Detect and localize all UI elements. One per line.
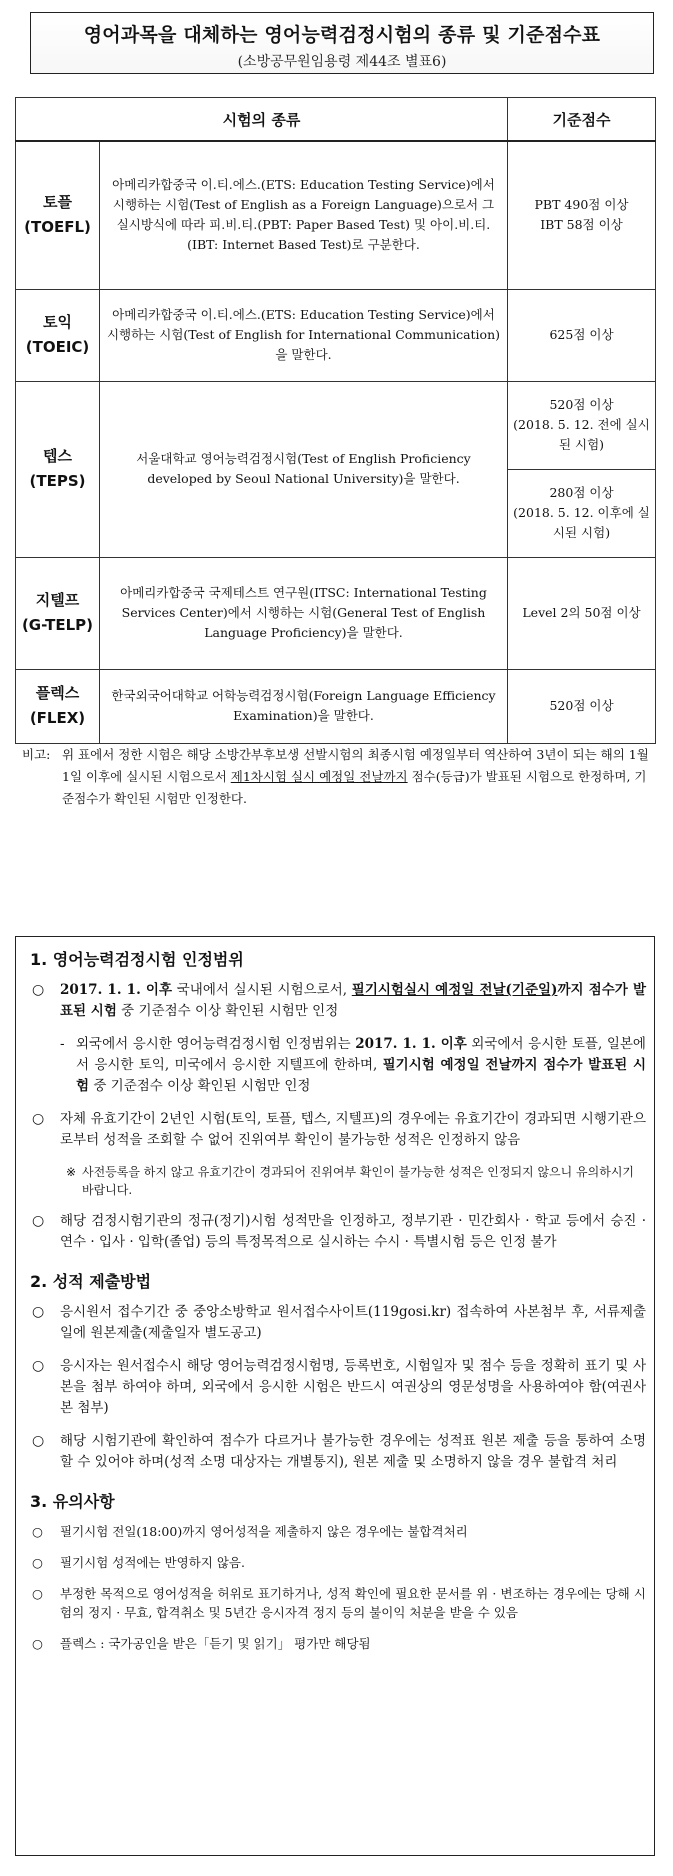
- item-text: 필기시험 성적에는 반영하지 않음.: [60, 1555, 245, 1570]
- remark-note: [22, 744, 652, 810]
- exam-name-en: (TOEFL): [24, 218, 91, 237]
- exam-name-en: (G-TELP): [21, 616, 94, 634]
- item-text: 필기시험 전일(18:00)까지 영어성적을 제출하지 않은 경우에는 불합격처리: [60, 1524, 468, 1539]
- circle-bullet: ○: [32, 1304, 45, 1320]
- item-text: 응시원서 접수기간 중 중앙소방학교 원서접수사이트(119gosi.kr) 접속하여 사본첨부 후, 서류제출일에 원본제출(제출일자 별도공고): [60, 1304, 646, 1341]
- table-row-flex: [16, 669, 656, 743]
- circle-bullet: ○: [32, 1636, 43, 1651]
- exam-name-ko: 플렉스: [35, 684, 80, 702]
- item-text: 해당 시험기관에 확인하여 점수가 다르거나 불가능한 경우에는 성적표 원본 제출 등을 통하여 소명할 수 있어야 하며(성적 소명 대상자는 개별통지), 원본 제출 및 소명하지 않을 경우 불합격 처리: [60, 1433, 646, 1470]
- bold-text: 까지 점수가 발표된 시험: [60, 982, 646, 1019]
- exam-name-cell: [16, 289, 100, 381]
- section-heading: 2. 성적 제출방법: [30, 1272, 152, 1291]
- title-box: [30, 12, 654, 74]
- exam-description: 서울대학교 영어능력검정시험(Test of English Proficiency developed by Seoul National University)을 말한다.: [100, 381, 508, 557]
- item-text: 응시자는 원서접수시 해당 영어능력검정시험명, 등록번호, 시험일자 및 점수 등을 정확히 표기 및 사본을 첨부 하여야 하며, 외국에서 응시한 시험은 반드시 여권상의 영문성명을 사용하여야 함(여권사본 첨부): [60, 1358, 646, 1416]
- score-ibt: IBT 58점 이상: [540, 217, 623, 233]
- score-cell: [508, 381, 656, 469]
- note-text: 사전등록을 하지 않고 유효기간이 경과되어 진위여부 확인이 불가능한 성적은 인정되지 않으니 유의하시기 바랍니다.: [82, 1165, 635, 1197]
- score-cell: 625점 이상: [508, 289, 656, 381]
- remark-text: 위 표에서 정한 시험은 해당 소방간부후보생 선발시험의 최종시험 예정일부터 역산하여 3년이 되는 해의 1월 1일 이후에 실시된 시험으로서: [62, 747, 649, 784]
- exam-name-cell: [16, 141, 100, 289]
- bold-date: 2017. 1. 1. 이후: [355, 1036, 467, 1052]
- circle-bullet: ○: [32, 1524, 43, 1539]
- list-item: [26, 1634, 646, 1653]
- item-text: 국내에서 실시된 시험으로서,: [172, 982, 352, 998]
- list-item: [26, 1109, 646, 1151]
- score-cell: [508, 141, 656, 289]
- circle-bullet: ○: [32, 1213, 45, 1229]
- bold-date: 2017. 1. 1. 이후: [60, 982, 173, 998]
- bold-underlined-text: 필기시험실시 예정일 전날(기준일): [351, 982, 558, 998]
- circle-bullet: ○: [32, 1555, 43, 1570]
- rules-box: [15, 936, 655, 1856]
- table-row-toefl: [16, 141, 656, 289]
- exam-description: 아메리카합중국 이.티.에스.(ETS: Education Testing Service)에서 시행하는 시험(Test of English as a Foreign Language)으로서 그 실시방식에 따라 피.비.티.(PBT: Paper Based Test) 및 아이.비.티.(IBT: Internet Based Test)로 구분한다.: [100, 141, 508, 289]
- item-text: 자체 유효기간이 2년인 시험(토익, 토플, 텝스, 지텔프)의 경우에는 유효기간이 경과되면 시행기관으로부터 성적을 조회할 수 없어 진위여부 확인이 불가능한 성적은 인정하지 않음: [60, 1111, 646, 1148]
- col-header-exam-type: 시험의 종류: [16, 98, 508, 142]
- exam-description: 아메리카합중국 이.티.에스.(ETS: Education Testing Service)에서 시행하는 시험(Test of English for International Communication)을 말한다.: [100, 289, 508, 381]
- section-heading: 1. 영어능력검정시험 인정범위: [30, 950, 244, 969]
- exam-description: 아메리카합중국 국제테스트 연구원(ITSC: International Testing Services Center)에서 시행하는 시험(General Test of English Language Proficiency)을 말한다.: [100, 557, 508, 669]
- item-text: 외국에서 응시한 토플, 일본에서 응시한 토익, 미국에서 응시한 지텔프에 한하며,: [76, 1036, 646, 1073]
- score-value: 280점 이상: [549, 485, 614, 500]
- score-note: (2018. 5. 12. 이후에 실시된 시험): [513, 505, 650, 540]
- dash-bullet: -: [60, 1036, 65, 1052]
- exam-name-cell: [16, 557, 100, 669]
- score-cell: 520점 이상: [508, 669, 656, 743]
- score-value: 520점 이상: [549, 397, 614, 412]
- list-item: [26, 1553, 646, 1572]
- exam-name-ko: 지텔프: [35, 591, 80, 609]
- exam-name-ko: 텝스: [43, 447, 72, 465]
- item-text: 플렉스 : 국가공인을 받은「듣기 및 읽기」 평가만 해당됨: [60, 1636, 371, 1651]
- item-text: 외국에서 응시한 영어능력검정시험 인정범위는: [76, 1036, 356, 1052]
- score-cell: [508, 469, 656, 557]
- exam-name-cell: [16, 669, 100, 743]
- exam-name-en: (TOEIC): [25, 338, 90, 356]
- section-heading: 3. 유의사항: [30, 1492, 115, 1511]
- list-item: [26, 980, 646, 1022]
- exam-table: [15, 97, 656, 744]
- table-row-gtelp: [16, 557, 656, 669]
- score-cell: Level 2의 50점 이상: [508, 557, 656, 669]
- exam-name-ko: 토플: [43, 193, 72, 212]
- circle-bullet: ○: [32, 1358, 45, 1374]
- circle-bullet: ○: [32, 1111, 45, 1127]
- exam-name-cell: [16, 381, 100, 557]
- sub-list-item: [26, 1034, 646, 1097]
- list-item: [26, 1522, 646, 1541]
- note-mark: ※: [66, 1165, 77, 1179]
- list-item: [26, 1302, 646, 1344]
- circle-bullet: ○: [32, 1433, 45, 1449]
- score-pbt: PBT 490점 이상: [534, 197, 629, 213]
- exam-name-en: (FLEX): [29, 709, 86, 727]
- col-header-score: 기준점수: [508, 98, 656, 142]
- page-title: 영어과목을 대체하는 영어능력검정시험의 종류 및 기준점수표: [83, 24, 601, 46]
- table-row-toeic: [16, 289, 656, 381]
- list-item: [26, 1356, 646, 1419]
- table-row-teps-a: [16, 381, 656, 469]
- remark-body: [62, 744, 652, 810]
- item-text: 중 기준점수 이상 확인된 시험만 인정: [89, 1078, 311, 1094]
- exam-description: 한국외국어대학교 어학능력검정시험(Foreign Language Efficiency Examination)을 말한다.: [100, 669, 508, 743]
- exam-name-ko: 토익: [43, 313, 72, 331]
- score-note: (2018. 5. 12. 전에 실시된 시험): [513, 417, 650, 452]
- remark-label: 비고:: [22, 747, 51, 762]
- note-item: [26, 1163, 646, 1199]
- list-item: [26, 1584, 646, 1622]
- list-item: [26, 1431, 646, 1473]
- exam-name-en: (TEPS): [29, 472, 86, 490]
- item-text: 해당 검정시험기관의 정규(정기)시험 성적만을 인정하고, 정부기관 · 민간회사 · 학교 등에서 승진 · 연수 · 입사 · 입학(졸업) 등의 특정목적으로 실시하는 수시 · 특별시험 등은 인정 불가: [60, 1213, 646, 1250]
- list-item: [26, 1211, 646, 1253]
- item-text: 중 기준점수 이상 확인된 시험만 인정: [116, 1003, 339, 1019]
- circle-bullet: ○: [32, 1586, 43, 1601]
- remark-underlined: 제1차시험 실시 예정일 전날까지: [230, 769, 408, 784]
- bold-text: 필기시험 예정일 전날까지 점수가 발표된 시험: [76, 1057, 646, 1094]
- remark-text: 점수(등급)가 발표된 시험으로 한정하며, 기준점수가 확인된 시험만 인정한다.: [62, 769, 647, 806]
- item-text: 부정한 목적으로 영어성적을 허위로 표기하거나, 성적 확인에 필요한 문서를 위 · 변조하는 경우에는 당해 시험의 정지 · 무효, 합격취소 및 5년간 응시자격 정지 등의 불이익 처분을 받을 수 있음: [60, 1586, 646, 1620]
- page-subtitle: (소방공무원임용령 제44조 별표6): [237, 54, 447, 70]
- table-header-row: [16, 98, 656, 142]
- circle-bullet: ○: [32, 982, 45, 998]
